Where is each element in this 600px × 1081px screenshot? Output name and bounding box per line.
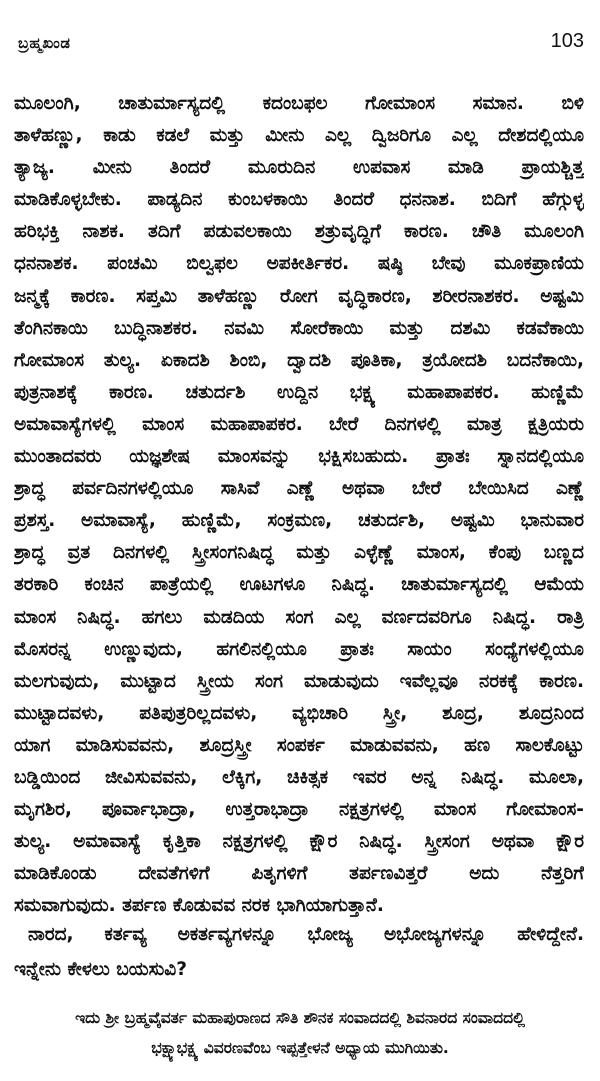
text-line: ಮಲಗುವುದು, ಮುಟ್ಟಾದ ಸ್ತ್ರೀಯ ಸಂಗ ಮಾಡುವುದು ಇವೆಲ್ಲವೂ ನರಕಕ್ಕೆ ಕಾರಣ. [14, 670, 584, 692]
text-line: ಅಮಾವಾಸ್ಯೆಗಳಲ್ಲಿ ಮಾಂಸ ಮಹಾಪಾಪಕರ. ಬೇರೆ ದಿನಗಳಲ್ಲಿ ಮಾತ್ರ ಕ್ಷತ್ರಿಯರು [14, 413, 584, 435]
text-line: ಧನನಾಶಕ. ಪಂಚಮಿ ಬಿಲ್ವಫಲ ಅಪಕೀರ್ತಿಕರ. ಷಷ್ಠಿ ಬೇವು ಮೂಕಪ್ರಾಣಿಯ [14, 253, 584, 275]
text-line: ಯಾಗ ಮಾಡಿಸುವವನು, ಶೂದ್ರಸ್ತ್ರೀ ಸಂಪರ್ಕ ಮಾಡುವವನು, ಹಣ ಸಾಲಕೊಟ್ಟು [14, 734, 584, 756]
text-line: ಜನ್ಮಕ್ಕೆ ಕಾರಣ. ಸಪ್ತಮಿ ತಾಳೆಹಣ್ಣು ರೋಗ ವೃದ್ಧಿಕಾರಣ, ಶರೀರನಾಶಕರ. ಅಷ್ಟಮಿ [14, 285, 584, 307]
text-line: ಪ್ರಶಸ್ತ. ಅಮಾವಾಸ್ಯೆ, ಹುಣ್ಣಿಮೆ, ಸಂಕ್ರಮಣ, ಚತುರ್ದಶಿ, ಅಷ್ಟಮಿ ಭಾನುವಾರ [14, 510, 584, 532]
text-line: ತರಕಾರಿ ಕಂಚಿನ ಪಾತ್ರೆಯಲ್ಲಿ ಊಟಗಳೂ ನಿಷಿದ್ಧ. ಚಾತುರ್ಮಾಸ್ಯದಲ್ಲಿ ಆಮೆಯ [14, 574, 584, 596]
text-line: ತ್ಯಾಜ್ಯ. ಮೀನು ತಿಂದರೆ ಮೂರುದಿನ ಉಪವಾಸ ಮಾಡಿ ಪ್ರಾಯಶ್ಚಿತ್ತ [14, 157, 584, 179]
text-line: ಶ್ರಾದ್ಧ ವ್ರತ ದಿನಗಳಲ್ಲಿ ಸ್ತ್ರೀಸಂಗನಿಷಿದ್ಧ ಮತ್ತು ಎಳ್ಳೆಣ್ಣೆ ಮಾಂಸ, ಕೆಂಪು ಬಣ್ಣದ [14, 542, 584, 564]
text-line: ಮುಂತಾದವರು ಯಜ್ಞಶೇಷ ಮಾಂಸವನ್ನು ಭಕ್ಷಿಸಬಹುದು. ಪ್ರಾತಃ ಸ್ನಾನದಲ್ಲಿಯೂ [14, 446, 584, 468]
colophon-line: ಇದು ಶ್ರೀ ಬ್ರಹ್ಮವೈವರ್ತ ಮಹಾಪುರಾಣದ ಸೌತಿ ಶೌನಕ ಸಂವಾದದಲ್ಲಿ ಶಿವನಾರದ ಸಂವಾದದಲ್ಲಿ [75, 1009, 525, 1027]
text-line: ಹರಿಭಕ್ತಿ ನಾಶಕ. ತದಿಗೆ ಪಡುವಲಕಾಯಿ ಶತ್ರುವೃದ್ಧಿಗೆ ಕಾರಣ. ಚೌತಿ ಮೂಲಂಗಿ [14, 221, 584, 243]
text-line: ಬಡ್ಡಿಯಿಂದ ಜೀವಿಸುವವನು, ಲೆಕ್ಕಿಗ, ಚಿಕಿತ್ಸಕ ಇವರ ಅನ್ನ ನಿಷಿದ್ಧ. ಮೂಲಾ, [14, 766, 584, 788]
text-line: ಸಮವಾಗುವುದು. ತರ್ಪಣ ಕೊಡುವವ ನರಕ ಭಾಗಿಯಾಗುತ್ತಾನೆ. [14, 895, 384, 917]
text-line: ಮೂಲಂಗಿ, ಚಾತುರ್ಮಾಸ್ಯದಲ್ಲಿ ಕದಂಬಫಲ ಗೋಮಾಂಸ ಸಮಾನ. ಬಿಳಿ [14, 93, 584, 114]
page-number: 103 [550, 30, 584, 52]
running-head: ಬ್ರಹ್ಮಖಂಡ [18, 34, 71, 52]
closing-paragraph [14, 917, 584, 987]
text-line: ತುಲ್ಯ. ಅಮಾವಾಸ್ಯೆ ಕೃತ್ತಿಕಾ ನಕ್ಷತ್ರಗಳಲ್ಲಿ ಕ್ಷೌರ ನಿಷಿದ್ಧ. ಸ್ತ್ರೀಸಂಗ ಅಥವಾ ಕ್ಷೌರ [14, 831, 584, 853]
text-line: ನಾರದ, ಕರ್ತವ್ಯ ಅಕರ್ತವ್ಯಗಳನ್ನೂ ಭೋಜ್ಯ ಅಭೋಜ್ಯಗಳನ್ನೂ ಹೇಳಿದ್ದೇನೆ. [28, 924, 584, 945]
text-line: ತೆಂಗಿನಕಾಯಿ ಬುದ್ಧಿನಾಶಕರ. ನವಮಿ ಸೋರೆಕಾಯಿ ಮತ್ತು ದಶಮಿ ಕಡವೆಕಾಯಿ [14, 317, 584, 339]
text-line: ಮಾಡಿಕೊಂಡು ದೇವತೆಗಳಿಗೆ ಪಿತೃಗಳಿಗೆ ತರ್ಪಣವಿತ್ತರೆ ಅದು ನೆತ್ತರಿಗೆ [14, 863, 584, 885]
text-line: ಮೃಗಶಿರ, ಪೂರ್ವಾಭಾದ್ರಾ, ಉತ್ತರಾಭಾದ್ರಾ ನಕ್ಷತ್ರಗಳಲ್ಲಿ ಮಾಂಸ ಗೋಮಾಂಸ- [14, 799, 584, 821]
text-line: ಶ್ರಾದ್ಧ ಪರ್ವದಿನಗಳಲ್ಲಿಯೂ ಸಾಸಿವೆ ಎಣ್ಣೆ ಅಥವಾ ಬೇರೆ ಬೇಯಿಸಿದ ಎಣ್ಣೆ [14, 478, 584, 500]
text-line: ಮುಟ್ಟಾದವಳು, ಪತಿಪುತ್ರರಿಲ್ಲದವಳು, ವ್ಯಭಿಚಾರಿ ಸ್ತ್ರೀ, ಶೂದ್ರ, ಶೂದ್ರನಿಂದ [14, 702, 584, 724]
chapter-colophon [8, 1003, 592, 1063]
text-line: ಗೋಮಾಂಸ ತುಲ್ಯ. ಏಕಾದಶಿ ಶಿಂಬಿ, ದ್ವಾದಶಿ ಪೂತಿಕಾ, ತ್ರಯೋದಶಿ ಬದನೆಕಾಯಿ, [14, 349, 584, 371]
text-line: ಪುತ್ರನಾಶಕ್ಕೆ ಕಾರಣ. ಚತುರ್ದಶಿ ಉದ್ದಿನ ಭಕ್ಷ್ಯ ಮಹಾಪಾಪಕರ. ಹುಣ್ಣಿಮೆ [14, 381, 584, 403]
text-line: ಮಾಂಸ ನಿಷಿದ್ಧ. ಹಗಲು ಮಡದಿಯ ಸಂಗ ಎಲ್ಲ ವರ್ಣದವರಿಗೂ ನಿಷಿದ್ಧ. ರಾತ್ರಿ [14, 606, 584, 628]
text-line: ತಾಳೆಹಣ್ಣು, ಕಾಡು ಕಡಲೆ ಮತ್ತು ಮೀನು ಎಲ್ಲ ದ್ವಿಜರಿಗೂ ಎಲ್ಲ ದೇಶದಲ್ಲಿಯೂ [14, 125, 584, 147]
text-line: ಮಾಡಿಕೊಳ್ಳಬೇಕು. ಪಾಡ್ಯದಿನ ಕುಂಬಳಕಾಯಿ ತಿಂದರೆ ಧನನಾಶ. ಬಿದಿಗೆ ಹೆಗ್ಗುಳ್ಳ [14, 189, 584, 211]
text-line: ಇನ್ನೇನು ಕೇಳಲು ಬಯಸುವಿ? [14, 959, 187, 980]
text-line: ಮೊಸರನ್ನ ಉಣ್ಣುವುದು, ಹಗಲಿನಲ್ಲಿಯೂ ಪ್ರಾತಃ ಸಾಯಂ ಸಂಧ್ಯೆಗಳಲ್ಲಿಯೂ [14, 638, 584, 660]
main-paragraph [14, 88, 584, 922]
colophon-line: ಭಕ್ಷ್ಯಾಭಕ್ಷ್ಯ ವಿವರಣವೆಂಬ ಇಪ್ಪತ್ತೇಳನೆ ಅಧ್ಯಾಯ ಮುಗಿಯಿತು. [151, 1039, 449, 1057]
